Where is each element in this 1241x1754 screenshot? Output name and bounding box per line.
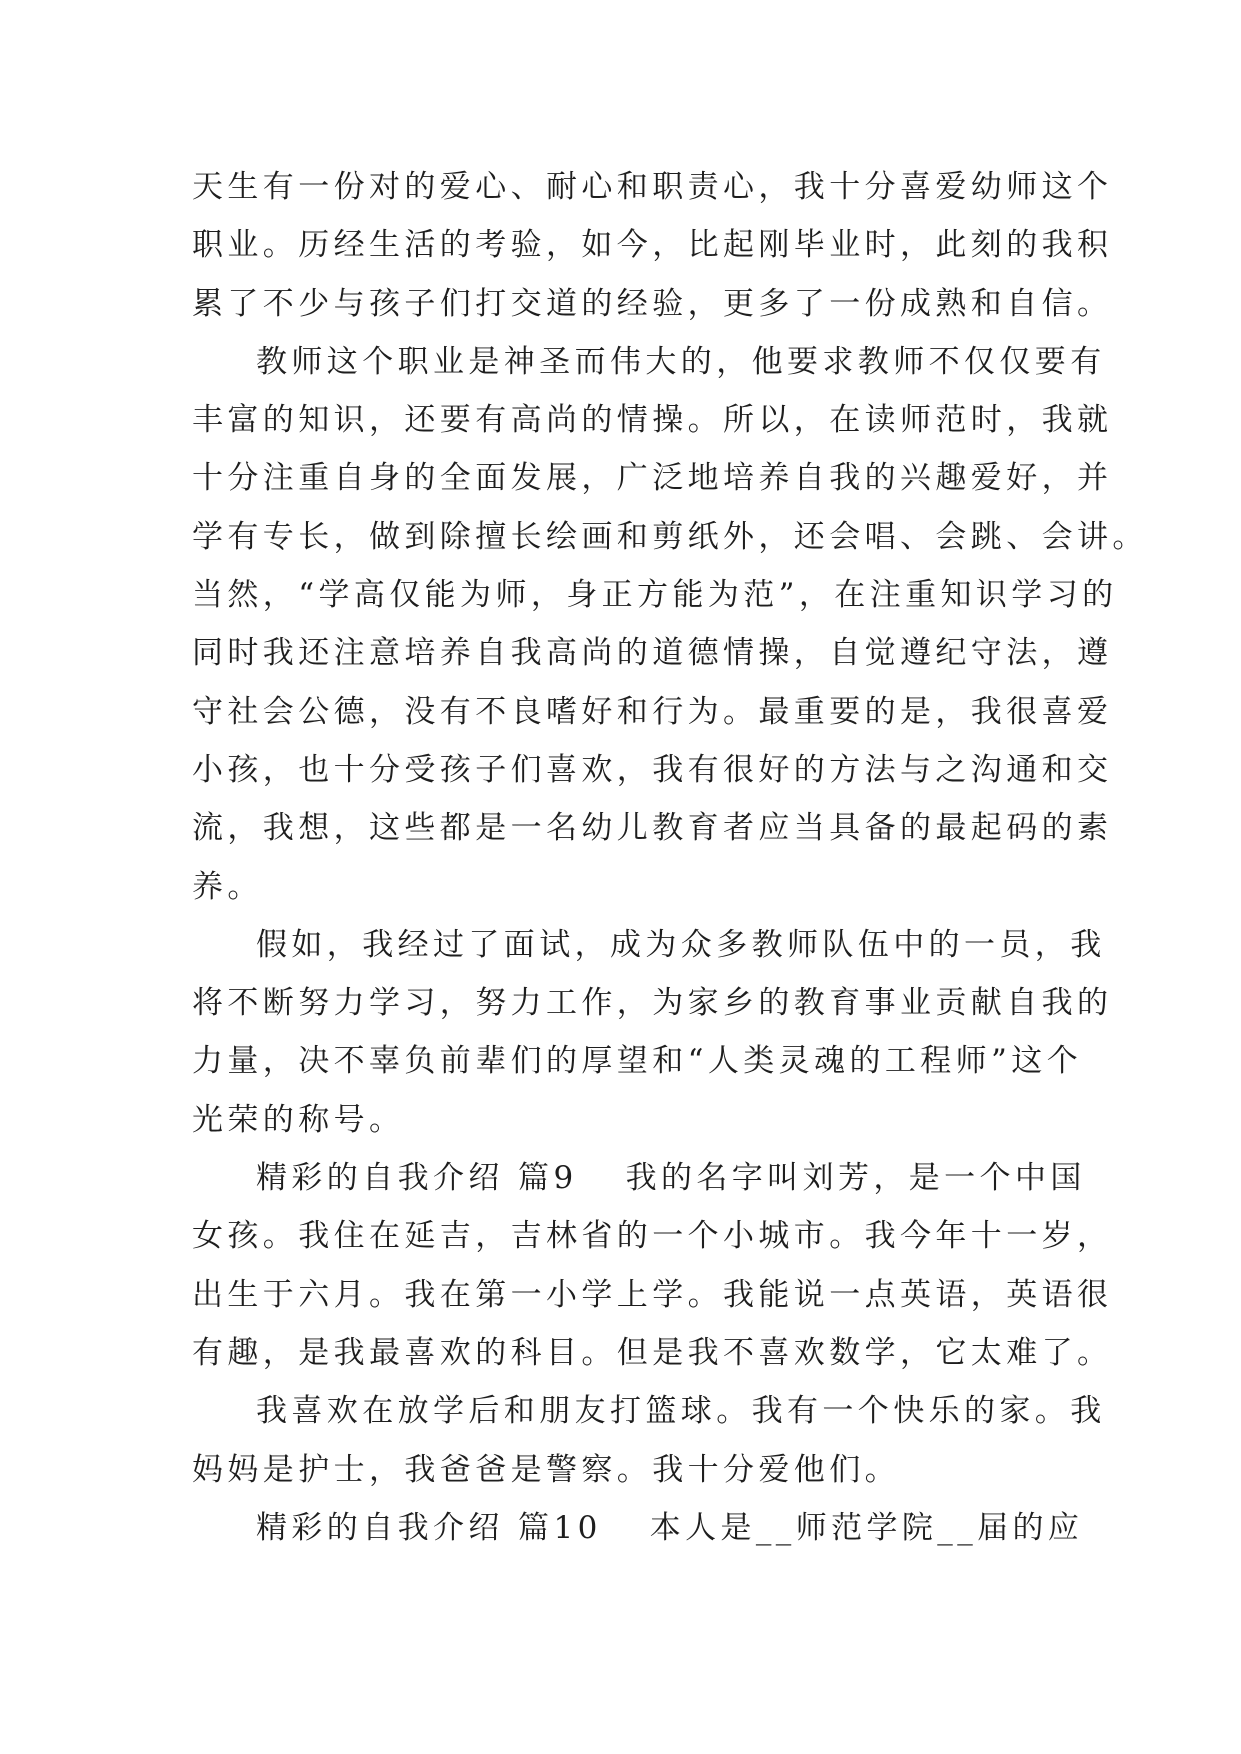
text-line: 累了不少与孩子们打交道的经验，更多了一份成熟和自信。 — [192, 285, 1113, 322]
section-heading: 精彩的自我介绍 篇10 — [256, 1509, 602, 1546]
text-line: 女孩。我住在延吉，吉林省的一个小城市。我今年十一岁， — [192, 1218, 1113, 1255]
text-line: 十分注重自身的全面发展，广泛地培养自我的兴趣爱好，并 — [192, 460, 1113, 497]
text-line: 守社会公德，没有不良嗜好和行为。最重要的是，我很喜爱 — [192, 693, 1113, 730]
text-line: 光荣的称号。 — [192, 1101, 405, 1138]
text-line: 当然，“学高仅能为师，身正方能为范”，在注重知识学习的 — [192, 577, 1118, 614]
text-line: 有趣，是我最喜欢的科目。但是我不喜欢数学，它太难了。 — [192, 1334, 1113, 1371]
text-line: 力量，决不辜负前辈们的厚望和“人类灵魂的工程师”这个 — [192, 1043, 1083, 1080]
text-line: 假如，我经过了面试，成为众多教师队伍中的一员，我 — [256, 926, 1106, 963]
text-line: 同时我还注意培养自我高尚的道德情操，自觉遵纪守法，遵 — [192, 635, 1113, 672]
text-line: 妈妈是护士，我爸爸是警察。我十分爱他们。 — [192, 1451, 900, 1488]
text-line: 流，我想，这些都是一名幼儿教育者应当具备的最起码的素 — [192, 810, 1113, 847]
text-line — [192, 1149, 1086, 1207]
text-line: 教师这个职业是神圣而伟大的，他要求教师不仅仅要有 — [256, 343, 1106, 380]
paragraph-start: 我的名字叫刘芳，是一个中国 — [625, 1160, 1086, 1197]
text-line: 职业。历经生活的考验，如今，比起刚毕业时，此刻的我积 — [192, 227, 1113, 264]
text-line: 养。 — [192, 868, 263, 905]
text-line: 出生于六月。我在第一小学上学。我能说一点英语，英语很 — [192, 1276, 1113, 1313]
text-line: 小孩，也十分受孩子们喜欢，我有很好的方法与之沟通和交 — [192, 751, 1113, 788]
document-body — [192, 158, 1148, 1557]
text-line: 我喜欢在放学后和朋友打篮球。我有一个快乐的家。我 — [256, 1393, 1106, 1430]
text-line: 天生有一份对的爱心、耐心和职责心，我十分喜爱幼师这个 — [192, 169, 1113, 205]
text-line: 丰富的知识，还要有高尚的情操。所以，在读师范时，我就 — [192, 402, 1113, 439]
text-line: 将不断努力学习，努力工作，为家乡的教育事业贡献自我的 — [192, 985, 1113, 1022]
paragraph-start: 本人是__师范学院__届的应 — [649, 1509, 1084, 1546]
text-line: 学有专长，做到除擅长绘画和剪纸外，还会唱、会跳、会讲。 — [192, 518, 1148, 555]
text-line — [192, 1499, 1084, 1557]
section-heading: 精彩的自我介绍 篇9 — [256, 1160, 578, 1197]
